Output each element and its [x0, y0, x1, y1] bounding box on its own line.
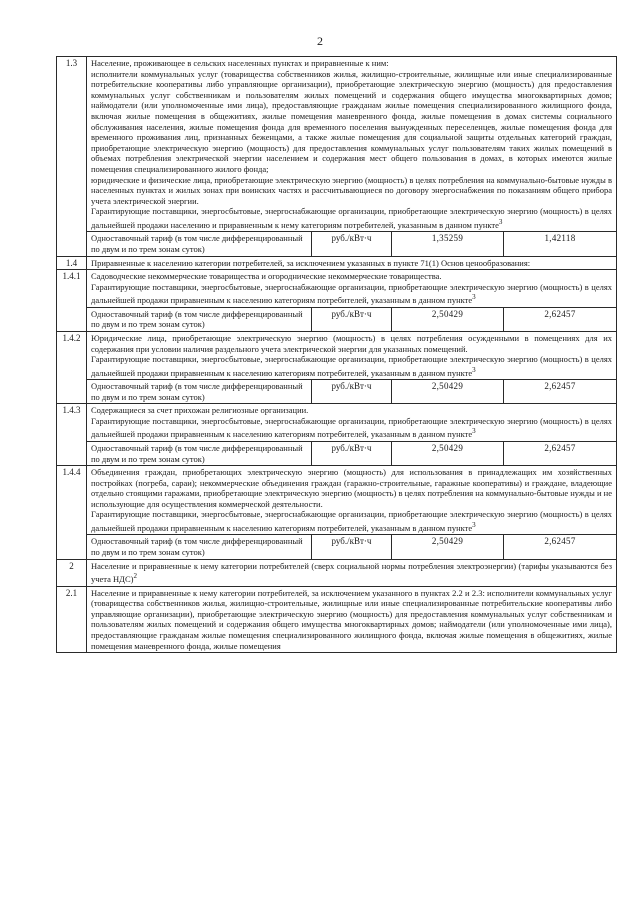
table-row — [57, 466, 617, 535]
paragraph-text: Гарантирующие поставщики, энергосбытовые, энергоснабжающие организации, приобретающие электрическую энергию (мощность) в целях дальнейшей продажи населению и приравненным к нему категориям потребителей, указанным в данном пункте — [91, 206, 612, 230]
tariff-row — [57, 307, 617, 331]
description-paragraph — [91, 416, 612, 440]
row-description — [87, 559, 617, 586]
footnote-marker: 3 — [472, 365, 476, 374]
row-description — [87, 270, 617, 308]
tariff-value-first-half: 2,50429 — [392, 307, 504, 331]
tariff-value-second-half: 2,62457 — [504, 535, 617, 559]
tariff-value-first-half: 2,50429 — [392, 380, 504, 404]
table-row — [57, 57, 617, 232]
tariff-unit: руб./кВт·ч — [312, 232, 392, 256]
paragraph-text: Население и приравненные к нему категории потребителей, за исключением указанного в пунктах 2.2 и 2.3: исполнители коммунальных услуг (товарищества собственников жилья, жилищно-строительные, жилищные или иные специализированные потребительские кооперативы либо управляющие организации), приобретающие электрическую энергию (мощность) для предоставления коммунальных услуг собственникам и пользователям жилых помещений и содержания общего имущества многоквартирных домов; наймодатели (или уполномоченные ими лица), предоставляющие гражданам жилые помещения специализированного жилищного фонда, включая жилые помещения в общежитиях, жилые помещения маневренного фонда, жилые помещения — [91, 587, 612, 651]
description-paragraph — [91, 282, 612, 306]
table-row — [57, 404, 617, 442]
paragraph-text: Гарантирующие поставщики, энергосбытовые, энергоснабжающие организации, приобретающие электрическую энергию (мощность) в целях дальнейшей продажи приравненным к населению категориям потребителей, указанным в данном пункте — [91, 354, 612, 378]
tariff-label: Одноставочный тариф (в том числе дифференцированный по двум и по трем зонам суток) — [87, 441, 312, 465]
row-description — [87, 404, 617, 442]
page-number: 2 — [317, 34, 323, 48]
row-number: 1.3 — [57, 57, 87, 257]
tariff-unit: руб./кВт·ч — [312, 441, 392, 465]
row-description — [87, 331, 617, 379]
footnote-marker: 2 — [133, 572, 137, 581]
tariff-value-second-half: 2,62457 — [504, 307, 617, 331]
footnote-marker: 3 — [498, 217, 503, 226]
table-row — [57, 331, 617, 379]
row-description — [87, 256, 617, 270]
row-description — [87, 586, 617, 653]
tariff-value-second-half: 2,62457 — [504, 441, 617, 465]
row-number: 1.4 — [57, 256, 87, 270]
row-number: 1.4.2 — [57, 331, 87, 403]
description-paragraph — [91, 588, 612, 652]
tariff-unit: руб./кВт·ч — [312, 307, 392, 331]
row-number: 1.4.1 — [57, 270, 87, 332]
description-paragraph — [91, 58, 612, 69]
description-paragraph — [91, 271, 612, 282]
paragraph-text: Население, проживающее в сельских населенных пунктах и приравненные к ним: — [91, 58, 389, 68]
paragraph-text: Содержащиеся за счет прихожан религиозные организации. — [91, 405, 309, 416]
tariff-label: Одноставочный тариф (в том числе дифференцированный по двум и по трем зонам суток) — [87, 307, 312, 331]
footnote-marker: 3 — [472, 427, 476, 436]
tariff-table-body — [57, 57, 617, 653]
table-row — [57, 586, 617, 653]
description-paragraph — [91, 69, 612, 175]
paragraph-text: Садоводческие некоммерческие товарищества и огороднические некоммерческие товарищества. — [91, 271, 442, 282]
tariff-label: Одноставочный тариф (в том числе дифференцированный по двум и по трем зонам суток) — [87, 535, 312, 559]
tariff-label: Одноставочный тариф (в том числе дифференцированный по двум и по трем зонам суток) — [87, 232, 312, 256]
tariff-row — [57, 380, 617, 404]
tariff-value-first-half: 1,35259 — [392, 232, 504, 256]
description-paragraph — [91, 467, 612, 509]
tariff-value-first-half: 2,50429 — [392, 535, 504, 559]
row-number: 1.4.3 — [57, 404, 87, 466]
footnote-marker: 3 — [472, 293, 476, 302]
description-paragraph — [91, 561, 612, 585]
paragraph-text: Гарантирующие поставщики, энергосбытовые, энергоснабжающие организации, приобретающие электрическую энергию (мощность) в целях дальнейшей продажи приравненным к населению категориям потребителей, указанным в данном пункте — [91, 509, 612, 533]
description-paragraph — [91, 258, 612, 269]
tariff-value-second-half: 1,42118 — [504, 232, 617, 256]
paragraph-text: Гарантирующие поставщики, энергосбытовые, энергоснабжающие организации, приобретающие электрическую энергию (мощность) в целях дальнейшей продажи приравненным к населению категориям потребителей, указанным в данном пункте — [91, 415, 612, 440]
row-description — [87, 466, 617, 535]
row-description — [87, 57, 617, 232]
footnote-marker: 3 — [472, 521, 476, 530]
paragraph-text: Население и приравненные к нему категории потребителей (сверх социальной нормы потребления электроэнергии) (тарифы указываются без учета НДС) — [91, 560, 612, 585]
row-number: 1.4.4 — [57, 466, 87, 560]
table-row — [57, 559, 617, 586]
table-row — [57, 256, 617, 270]
description-paragraph — [91, 206, 612, 230]
paragraph-text: Гарантирующие поставщики, энергосбытовые, энергоснабжающие организации, приобретающие электрическую энергию (мощность) в целях дальнейшей продажи приравненным к населению категориям потребителей, указанным в данном пункте — [91, 281, 612, 306]
row-number: 2 — [57, 559, 87, 586]
description-paragraph — [91, 333, 612, 354]
paragraph-text: юридические и физические лица, приобретающие электрическую энергию (мощность) в целях потребления на коммунально-бытовые нужды в населенных пунктах и жилых зонах при воинских частях и рассчитывающиеся по договору энергоснабжения по показаниям общего прибора учета электрической энергии. — [91, 174, 612, 206]
description-paragraph — [91, 509, 612, 533]
tariff-unit: руб./кВт·ч — [312, 535, 392, 559]
tariff-table — [56, 56, 617, 653]
paragraph-text: исполнители коммунальных услуг (товарищества собственников жилья, жилищно-строительные, жилищные или иные специализированные потребительские кооперативы либо управляющие организации), приобретающие электрическую энергию (мощность) для предоставления коммунальных услуг собственникам и пользователям жилых помещений и содержания общего имущества многоквартирных домов; наймодатели (или уполномоченные ими лица), предоставляющие гражданам жилые помещения специализированного жилищного фонда, включая жилые помещения в общежитиях, жилые помещения маневренного фонда, жилые помещения в домах системы социального обслуживания населения, жилые помещения фонда для временного поселения вынужденных переселенцев, жилые помещения фонда для временного проживания лиц, признанных беженцами, а также жилые помещения для социальной защиты отдельных категорий граждан, приобретающие электрическую энергию (мощность) для предоставления коммунальных услуг пользователям таких жилых помещений в объемах потребления электрической энергии населением и содержания мест общего пользования в домах, в которых имеются жилые помещения специализированного жилого фонда; — [91, 68, 612, 174]
paragraph-text: Объединения граждан, приобретающих электрическую энергию (мощность) для использования в принадлежащих им хозяйственных постройках (погреба, сараи); некоммерческие объединения граждан (гаражно-строительные, гаражные кооперативы) и граждане, владеющие отдельно стоящими гаражами, приобретающие электрическую энергию (мощность) в целях потребления на коммунально-бытовые нужды и не использующие для осуществления коммерческой деятельности. — [91, 467, 612, 509]
paragraph-text: Приравненные к населению категории потребителей, за исключением указанных в пункте 71(1) Основ ценообразования: — [91, 257, 531, 268]
table-row — [57, 270, 617, 308]
description-paragraph — [91, 354, 612, 378]
paragraph-text: Юридические лица, приобретающие электрическую энергию (мощность) в целях потребления осужденными в помещениях для их содержания при условии наличия раздельного учета электрической энергии для указанных помещений. — [91, 332, 612, 354]
tariff-label: Одноставочный тариф (в том числе дифференцированный по двум и по трем зонам суток) — [87, 380, 312, 404]
tariff-unit: руб./кВт·ч — [312, 380, 392, 404]
tariff-row — [57, 232, 617, 256]
tariff-value-second-half: 2,62457 — [504, 380, 617, 404]
tariff-row — [57, 441, 617, 465]
tariff-row — [57, 535, 617, 559]
row-number: 2.1 — [57, 586, 87, 653]
description-paragraph — [91, 175, 612, 207]
tariff-value-first-half: 2,50429 — [392, 441, 504, 465]
description-paragraph — [91, 405, 612, 416]
